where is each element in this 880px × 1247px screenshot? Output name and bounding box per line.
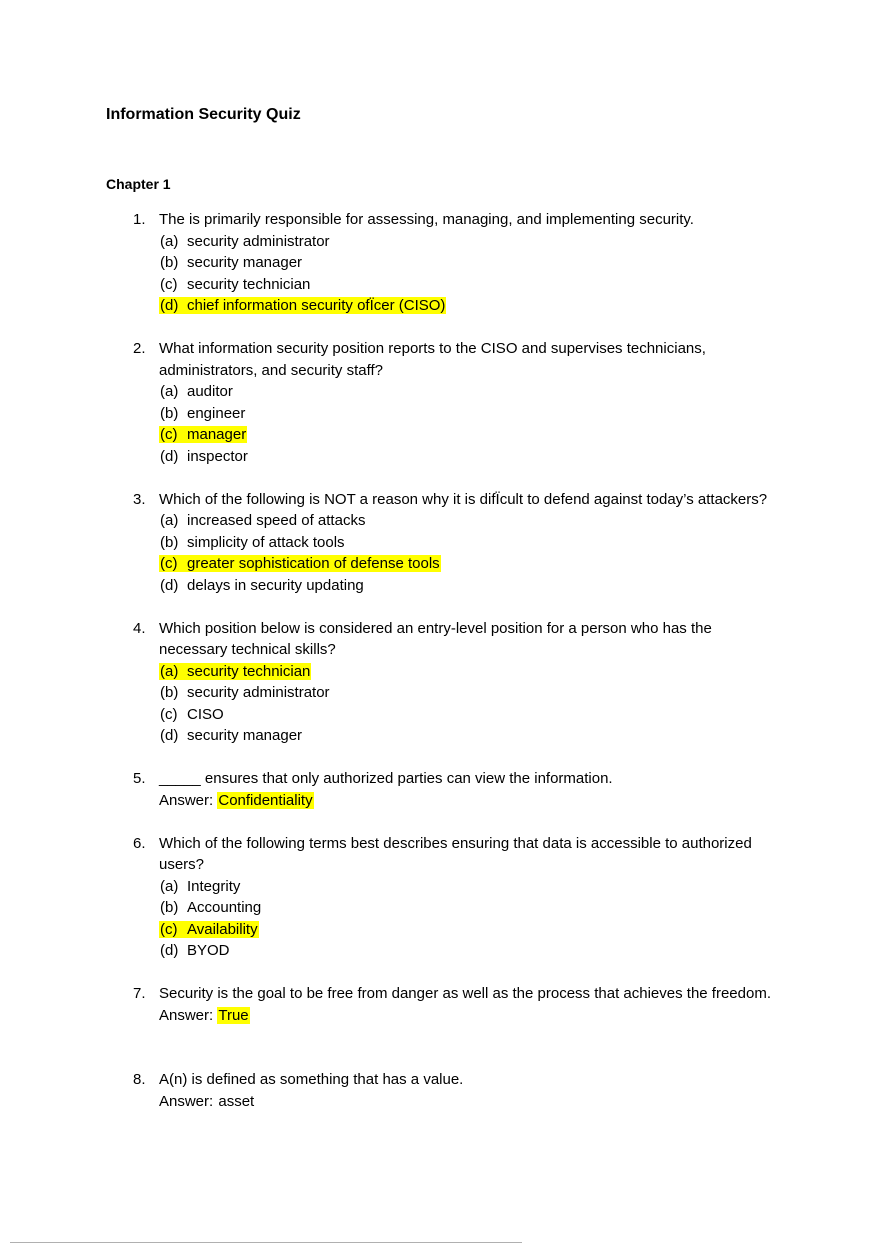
option-d: (d) delays in security updating xyxy=(160,576,364,594)
question-number: 6. xyxy=(133,834,146,852)
question-number: 7. xyxy=(133,985,146,1002)
option-b: (b) simplicity of attack tools xyxy=(160,533,345,551)
question-text: The is primarily responsible for assessing, managing, and implementing security. xyxy=(159,211,694,228)
answer-label: Answer: xyxy=(159,791,214,809)
answer-label: Answer: xyxy=(159,1092,214,1110)
option-a: (a) security administrator xyxy=(160,232,330,250)
question-text: Which of the following terms best describes ensuring that data is accessible to authorized users? xyxy=(159,834,752,873)
question-5 xyxy=(133,768,799,811)
question-text: Security is the goal to be free from danger as well as the process that achieves the freedom. xyxy=(159,985,771,1002)
option-a: (a) security technician xyxy=(160,662,311,680)
question-text: A(n) is defined as something that has a value. xyxy=(159,1071,464,1088)
option-b: (b) engineer xyxy=(160,404,246,422)
answer-line xyxy=(159,790,799,812)
option-c: (c) manager xyxy=(160,426,247,443)
question-number: 5. xyxy=(133,770,146,787)
question-7 xyxy=(133,983,799,1026)
question-4 xyxy=(133,618,799,747)
option-a: (a) increased speed of attacks xyxy=(160,512,366,529)
question-8 xyxy=(133,1069,799,1112)
chapter-heading: Chapter 1 xyxy=(106,176,171,192)
question-number: 2. xyxy=(133,340,146,357)
question-2 xyxy=(133,338,799,467)
answer-value: True xyxy=(218,1006,249,1024)
question-3 xyxy=(133,489,799,597)
option-c: (c) Availability xyxy=(160,920,258,938)
option-c: (c) CISO xyxy=(160,705,224,723)
question-number: 8. xyxy=(133,1071,146,1088)
page-title: Information Security Quiz xyxy=(106,106,301,123)
question-text: Which position below is considered an entry-level position for a person who has the necessary technical skills? xyxy=(159,619,712,658)
option-b: (b) security administrator xyxy=(160,684,330,701)
question-6 xyxy=(133,833,799,962)
option-a: (a) Integrity xyxy=(160,877,241,895)
answer-value: asset xyxy=(218,1092,255,1110)
question-number: 4. xyxy=(133,619,146,637)
answer-line xyxy=(159,1091,799,1113)
question-number: 3. xyxy=(133,490,146,508)
option-b: (b) Accounting xyxy=(160,899,262,916)
question-list xyxy=(0,209,880,1112)
option-d: (d) inspector xyxy=(160,447,248,465)
option-d: (d) chief information security ofÏcer (CISO) xyxy=(160,297,446,314)
question-text: What information security position reports to the CISO and supervises technicians, administrators, and security staff? xyxy=(159,340,706,379)
question-text: _____ ensures that only authorized parties can view the information. xyxy=(159,770,613,787)
answer-line xyxy=(159,1005,799,1027)
option-c: (c) greater sophistication of defense tools xyxy=(160,555,440,572)
question-text: Which of the following is NOT a reason why it is difÏcult to defend against today’s attackers? xyxy=(159,490,768,508)
option-d: (d) security manager xyxy=(160,727,303,744)
option-d: (d) BYOD xyxy=(160,942,230,959)
question-number: 1. xyxy=(133,211,146,228)
footer-divider xyxy=(10,1242,522,1243)
answer-value: Confidentiality xyxy=(218,791,313,809)
option-c: (c) security technician xyxy=(160,275,311,293)
option-b: (b) security manager xyxy=(160,254,303,271)
question-1 xyxy=(133,209,799,317)
answer-label: Answer: xyxy=(159,1006,214,1024)
option-a: (a) auditor xyxy=(160,383,233,400)
